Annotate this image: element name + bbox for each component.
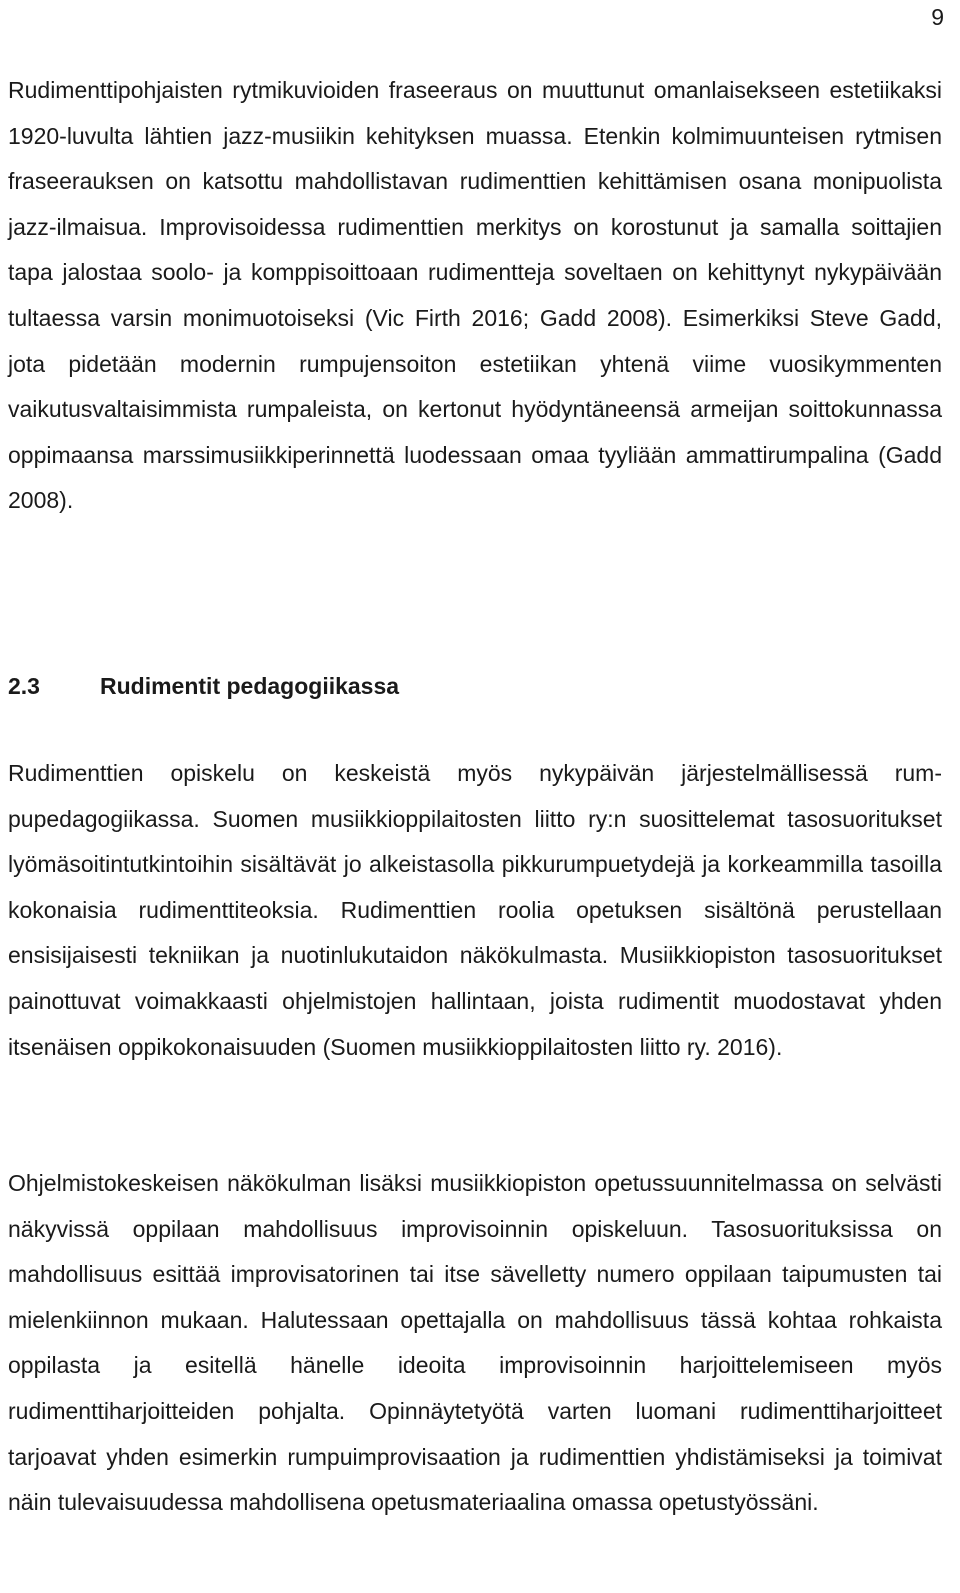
- body-paragraph: Ohjelmistokeskeisen näkökulman lisäksi musiikkiopiston opetussuunnitelmassa on selvästi näkyvissä oppilaan mahdollisuus improvisoinnin opiskeluun. Tasosuorituksissa on mahdollisuus esittää improvisatorinen tai itse sävelletty numero oppilaan taipumusten tai mielenkiinnon mukaan. Halutessaan opettajalla on mahdollisuus tässä kohtaa rohkaista oppilasta ja esitellä hänelle ideoita improvisoinnin harjoittelemiseen myös rudimenttiharjoitteiden pohjalta. Opinnäytetyötä varten luomani rudimenttiharjoitteet tarjoavat yhden esimerkin rumpuimprovisaation ja rudimenttien yhdistämiseksi ja toimivat näin tulevaisuudessa mahdollisena opetusmateriaalina omassa opetustyössäni.: [8, 1170, 942, 1516]
- section-title: Rudimentit pedagogiikassa: [100, 673, 400, 699]
- page-number: 9: [931, 4, 944, 30]
- body-paragraph: Rudimenttipohjaisten rytmikuvioiden fraseeraus on muuttunut omanlaisekseen estetiikaksi 1920-luvulta lähtien jazz-musiikin kehityksen muassa. Etenkin kolmimuunteisen rytmisen fraseerauksen on katsottu mahdollistavan rudimenttien kehittämisen osana monipuolista jazz-ilmaisua. Improvisoidessa rudimenttien merkitys on korostunut ja samalla soittajien tapa jalostaa soolo- ja komppisoittoaan rudimentteja soveltaen on kehittynyt nykypäivään tultaessa varsin monimuotoiseksi (Vic Firth 2016; Gadd 2008). Esimerkiksi Steve Gadd, jota pidetään modernin rumpujensoiton estetiikan yhtenä viime vuosikymmenten vaikutusvaltaisimmista rumpaleista, on kertonut hyödyntäneensä armeijan soittokunnassa oppimaansa marssimusiikkiperinnettä luodessaan omaa tyyliään ammattirumpalina (Gadd 2008).: [8, 77, 942, 514]
- body-paragraph: Rudimenttien opiskelu on keskeistä myös nykypäivän järjestelmällisessä rumpupedagogiikassa. Suomen musiikkioppilaitosten liitto ry:n suosittelemat tasosuoritukset lyömäsoitintutkintoihin sisältävät jo alkeistasolla pikkurumpuetydejä ja korkeammilla tasoilla kokonaisia rudimenttiteoksia. Rudimenttien roolia opetuksen sisältönä perustellaan ensisijaisesti tekniikan ja nuotinlukutaidon näkökulmasta. Musiikkiopiston tasosuoritukset painottuvat voimakkaasti ohjelmistojen hallintaan, joista rudimentit muodostavat yhden itsenäisen oppikokonaisuuden (Suomen musiikkioppilaitosten liitto ry. 2016).: [8, 760, 942, 1060]
- section-heading: [8, 668, 399, 704]
- section-number: 2.3: [8, 673, 40, 699]
